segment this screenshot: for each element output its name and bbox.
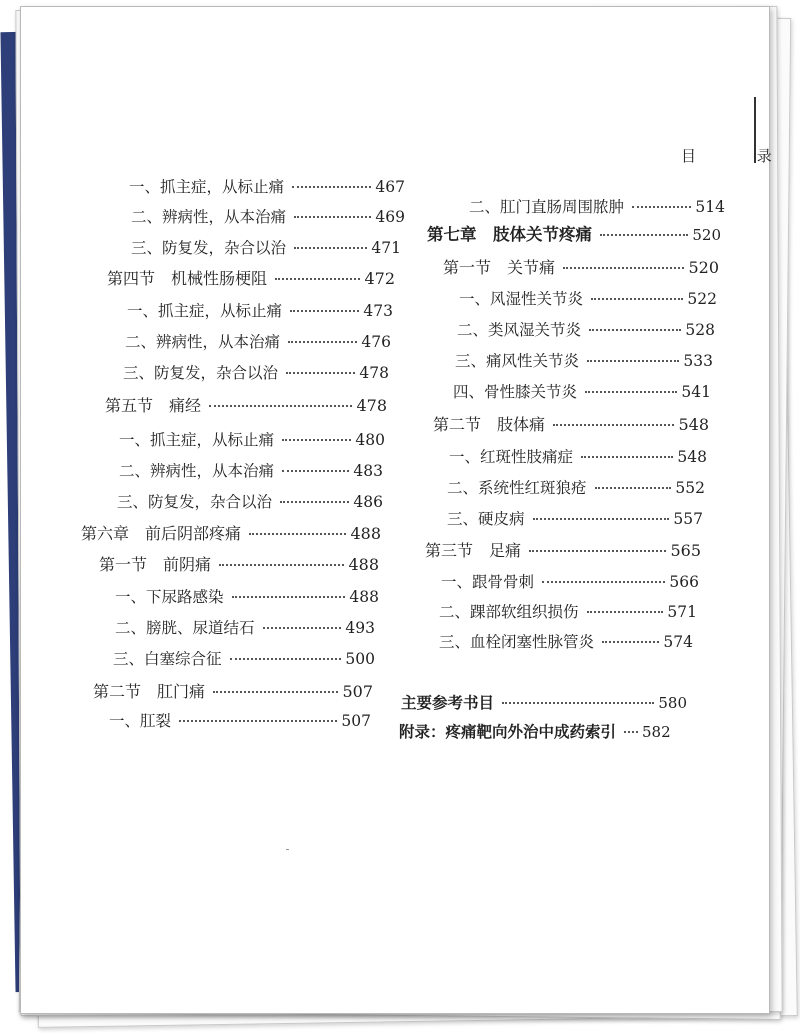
toc-entry: 四、骨性膝关节炎 541 <box>453 383 711 401</box>
toc-entry: 一、肛裂 507 <box>109 712 371 730</box>
toc-entry: 二、类风湿关节炎 528 <box>457 321 715 339</box>
toc-section: 第三节 足痛 565 <box>425 541 701 560</box>
toc-entry: 三、防复发，杂合以治 471 <box>131 239 401 257</box>
toc-entry: 二、肛门直肠周围脓肿 514 <box>469 198 725 216</box>
toc-entry: 三、硬皮病 557 <box>447 510 703 528</box>
toc-section: 第五节 痛经 478 <box>105 396 387 415</box>
toc-section: 第二节 肛门痛 507 <box>93 682 373 701</box>
toc-entry: 二、踝部软组织损伤 571 <box>439 603 697 621</box>
toc-section: 第四节 机械性肠梗阻 472 <box>107 269 395 288</box>
toc-entry: 二、辨病性，从本治痛 483 <box>119 462 383 480</box>
toc-entry: 二、辨病性，从本治痛 476 <box>125 333 391 351</box>
toc-appendix: 附录：疼痛靶向外治中成药索引 582 <box>399 723 671 741</box>
toc-entry: 一、风湿性关节炎 522 <box>459 290 717 308</box>
toc-entry: 三、防复发，杂合以治 478 <box>123 364 389 382</box>
toc-entry: 二、辨病性，从本治痛 469 <box>131 208 405 226</box>
toc-references: 主要参考书目 580 <box>401 694 687 712</box>
toc-entry: 一、抓主症，从标止痛 480 <box>119 431 385 449</box>
toc-entry: 三、防复发，杂合以治 486 <box>117 493 383 511</box>
toc-section: 第一节 关节痛 520 <box>443 258 719 277</box>
toc-entry: 三、痛风性关节炎 533 <box>455 352 713 370</box>
toc-entry: 一、下尿路感染 488 <box>115 588 379 606</box>
toc-entry: 一、跟骨骨刺 566 <box>441 573 699 591</box>
scan-mark <box>286 849 289 850</box>
toc-chapter: 第七章 肢体关节疼痛 520 <box>427 225 721 244</box>
toc-entry: 二、系统性红斑狼疮 552 <box>447 479 705 497</box>
toc-chapter: 第六章 前后阴部疼痛 488 <box>81 524 381 543</box>
toc-entry: 一、抓主症，从标止痛 473 <box>127 302 393 320</box>
toc-entry: 一、抓主症，从标止痛 467 <box>129 178 405 196</box>
toc-section: 第二节 肢体痛 548 <box>433 415 709 434</box>
toc-entry: 一、红斑性肢痛症 548 <box>449 448 707 466</box>
toc-entry: 三、白塞综合征 500 <box>113 650 375 668</box>
toc-page <box>20 6 800 1014</box>
toc-entry: 三、血栓闭塞性脉管炎 574 <box>439 633 693 651</box>
toc-section: 第一节 前阴痛 488 <box>99 555 379 574</box>
toc-entry: 二、膀胱、尿道结石 493 <box>115 619 375 637</box>
page-header-title: 目 录 <box>681 147 800 165</box>
